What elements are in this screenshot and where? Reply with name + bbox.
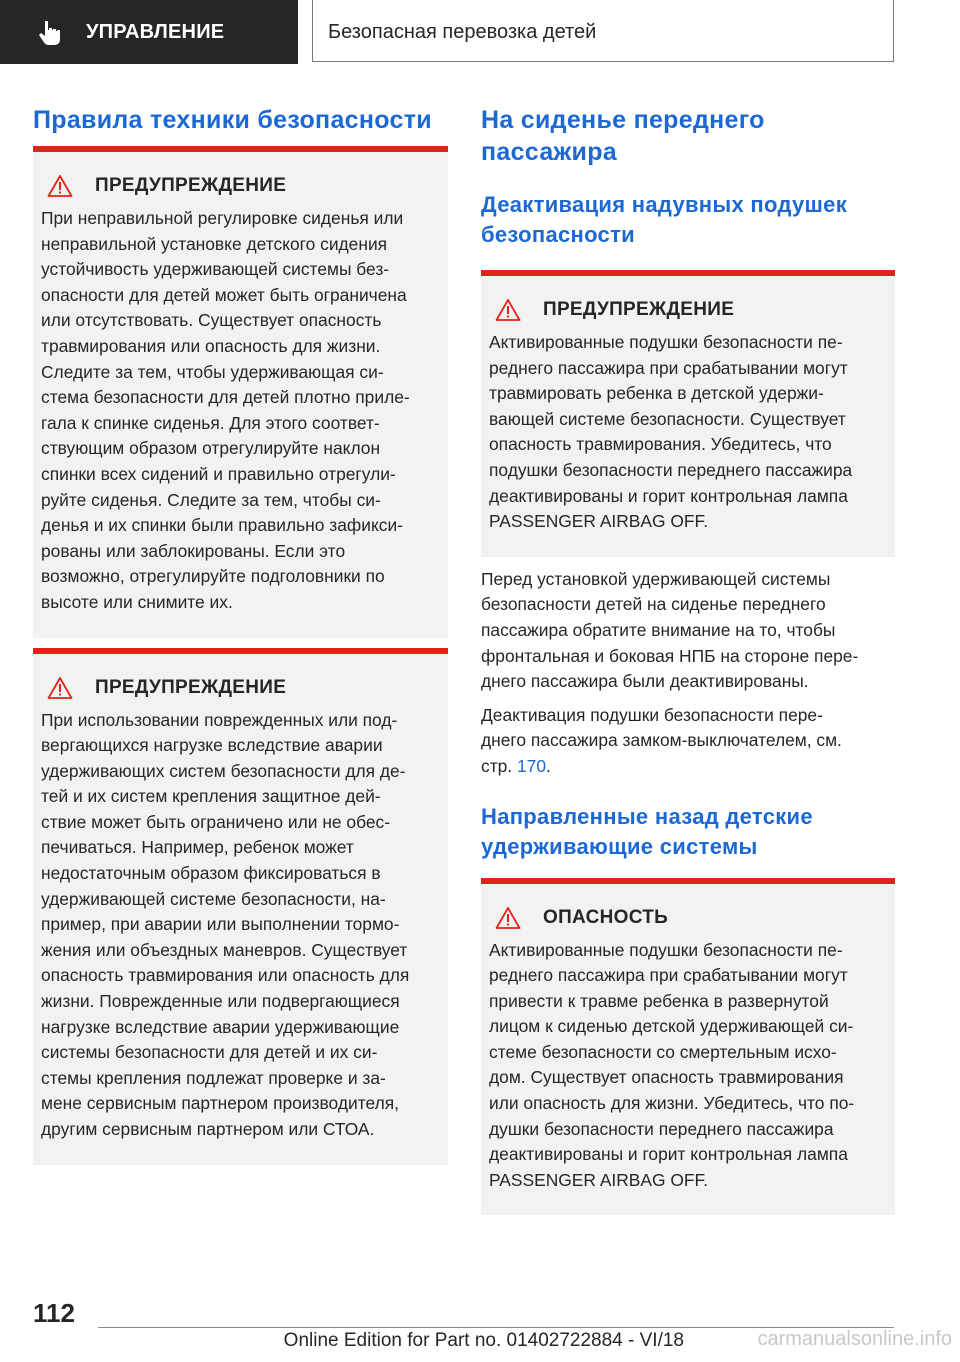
body-paragraph: [481, 703, 895, 780]
right-column: [481, 100, 895, 1215]
text-line: безопасности детей на сиденье переднего: [481, 594, 826, 615]
section-title: УПРАВЛЕНИЕ: [86, 21, 225, 43]
text-line: системы безопасности для детей и их си-: [41, 1042, 378, 1063]
page-ref-prefix: стр.: [481, 755, 517, 776]
text-line: тей и их систем крепления защитное дей-: [41, 786, 381, 807]
chapter-tab: [312, 0, 894, 62]
text-line: душки безопасности переднего пассажира: [489, 1118, 834, 1139]
warning-box: [33, 146, 448, 638]
text-line: нагрузке вследствие аварии удерживающие: [41, 1016, 400, 1037]
page-number: 112: [33, 1298, 75, 1328]
text-line: неправильной установке детского сидения: [41, 233, 388, 254]
safety-rules-heading: Правила техники безопасности: [33, 106, 432, 134]
text-line: Активированные подушки безопасности пе-: [489, 332, 843, 352]
text-line: спинки всех сидений и правильно отрегули-: [41, 463, 396, 484]
airbag-deactivation-heading: [481, 190, 895, 250]
text-line: реднего пассажира при срабатывании могут: [489, 357, 848, 378]
text-line: привести к травме ребенка в развернутой: [489, 990, 829, 1011]
warning-text: [41, 708, 438, 1143]
warning-triangle-icon: [47, 676, 73, 700]
text-line: гала к спинке сиденья. Для этого соответ-: [41, 412, 380, 433]
hand-pointer-icon: [36, 17, 66, 47]
text-line: Деактивация подушки безопасности пере-: [481, 704, 823, 725]
text-line: травмировать ребенка в детской удержи-: [489, 383, 824, 404]
text-line: рованы или заблокированы. Если это: [41, 540, 346, 561]
page-ref-suffix: .: [546, 755, 551, 776]
heading-line: Направленные назад детские: [481, 803, 813, 829]
text-line: Активированные подушки безопасности пе-: [489, 939, 843, 960]
warning-title: ПРЕДУПРЕЖДЕНИЕ: [95, 175, 287, 196]
text-line: возможно, отрегулируйте подголовники по: [41, 566, 385, 587]
warning-title: ПРЕДУПРЕЖДЕНИЕ: [543, 299, 735, 320]
text-line: деактивированы и горит контрольная лампа: [489, 485, 848, 506]
danger-title: ОПАСНОСТЬ: [543, 906, 669, 928]
text-line: травмирования или опасность для жизни.: [41, 335, 381, 356]
left-column: [33, 100, 448, 1165]
text-line: Следите за тем, чтобы удерживающая си-: [41, 361, 384, 382]
text-line: PASSENGER AIRBAG OFF.: [489, 511, 709, 532]
text-line: пример, при аварии или выполнении тормо-: [41, 914, 400, 935]
chapter-title: Безопасная перевозка детей: [328, 21, 597, 43]
edition-text: Online Edition for Part no. 01402722884 - VI/18: [283, 1330, 684, 1351]
text-line: опасности для детей может быть ограничена: [41, 284, 407, 305]
text-line: подушки безопасности переднего пассажира: [489, 459, 853, 480]
text-line: удерживающих систем безопасности для де-: [41, 760, 406, 781]
warning-triangle-icon: [495, 298, 521, 322]
text-line: жизни. Поврежденные или подвергающиеся: [41, 991, 400, 1012]
text-line: руйте сиденья. Следите за тем, чтобы си-: [41, 489, 381, 510]
warning-box: [33, 648, 448, 1165]
text-line: вергающихся нагрузке вследствие аварии: [41, 735, 383, 756]
heading-line: На сиденье переднего: [481, 106, 765, 134]
text-line: днего пассажира замком-выключателем, см.: [481, 730, 842, 751]
text-line: жения или объездных маневров. Существует: [41, 939, 408, 960]
text-line: деактивированы и горит контрольная лампа: [489, 1144, 848, 1165]
text-line: пассажира обратите внимание на то, чтобы: [481, 619, 836, 640]
text-line: или отсутствовать. Существует опасность: [41, 310, 382, 331]
text-line: опасность травмирования или опасность для: [41, 965, 410, 986]
text-line: ствующим образом отрегулируйте наклон: [41, 438, 381, 459]
text-line: стема безопасности для детей плотно приле-: [41, 387, 410, 408]
heading-line: пассажира: [481, 138, 617, 166]
text-line: При использовании поврежденных или под-: [41, 709, 398, 730]
text-line: печиваться. Например, ребенок может: [41, 837, 354, 858]
text-line: [481, 754, 895, 780]
warning-box: [481, 270, 895, 557]
text-line: При неправильной регулировке сиденья или: [41, 208, 404, 228]
text-line: или опасность для жизни. Убедитесь, что по-: [489, 1093, 855, 1114]
heading-line: удерживающие системы: [481, 833, 758, 859]
page-ref-link[interactable]: 170: [517, 755, 547, 776]
text-line: мене сервисным партнером производителя,: [41, 1093, 399, 1114]
text-line: устойчивость удерживающей системы без-: [41, 259, 390, 280]
text-line: высоте или снимите их.: [41, 591, 233, 612]
body-paragraph: [481, 567, 895, 695]
text-line: дом. Существует опасность травмирования: [489, 1067, 844, 1088]
text-line: опасность травмирования. Убедитесь, что: [489, 434, 832, 455]
front-passenger-heading: [481, 104, 895, 168]
text-line: удерживающей системе безопасности, на-: [41, 888, 386, 909]
text-line: реднего пассажира при срабатывании могут: [489, 965, 848, 986]
text-line: вающей системе безопасности. Существует: [489, 408, 846, 429]
text-line: лицом к сиденью детской удерживающей си-: [489, 1016, 854, 1037]
text-line: днего пассажира были деактивированы.: [481, 671, 809, 692]
warning-text: [41, 206, 438, 616]
danger-box: [481, 878, 895, 1216]
text-line: стеме безопасности со смертельным исхо-: [489, 1041, 837, 1062]
text-line: стемы крепления подлежат проверке и за-: [41, 1067, 386, 1088]
warning-text: [489, 330, 885, 535]
warning-triangle-icon: [495, 906, 521, 930]
text-line: денья и их спинки были правильно зафикси-: [41, 515, 403, 536]
warning-triangle-icon: [47, 174, 73, 198]
section-tab: [0, 0, 298, 64]
warning-title: ПРЕДУПРЕЖДЕНИЕ: [95, 676, 287, 698]
heading-line: Деактивация надувных подушек: [481, 192, 848, 217]
text-line: другим сервисным партнером или СТОА.: [41, 1119, 375, 1139]
rear-facing-restraints-heading: [481, 802, 895, 862]
text-line: недостаточным образом фиксироваться в: [41, 863, 381, 884]
heading-line: безопасности: [481, 222, 635, 247]
text-line: PASSENGER AIRBAG OFF.: [489, 1169, 709, 1190]
watermark: carmanualsonline.info: [757, 1328, 952, 1350]
danger-text: [489, 938, 885, 1194]
text-line: Перед установкой удерживающей системы: [481, 568, 831, 589]
text-line: фронтальная и боковая НПБ на стороне пере-: [481, 645, 859, 666]
text-line: ствие может быть ограничено или не обес-: [41, 811, 391, 832]
